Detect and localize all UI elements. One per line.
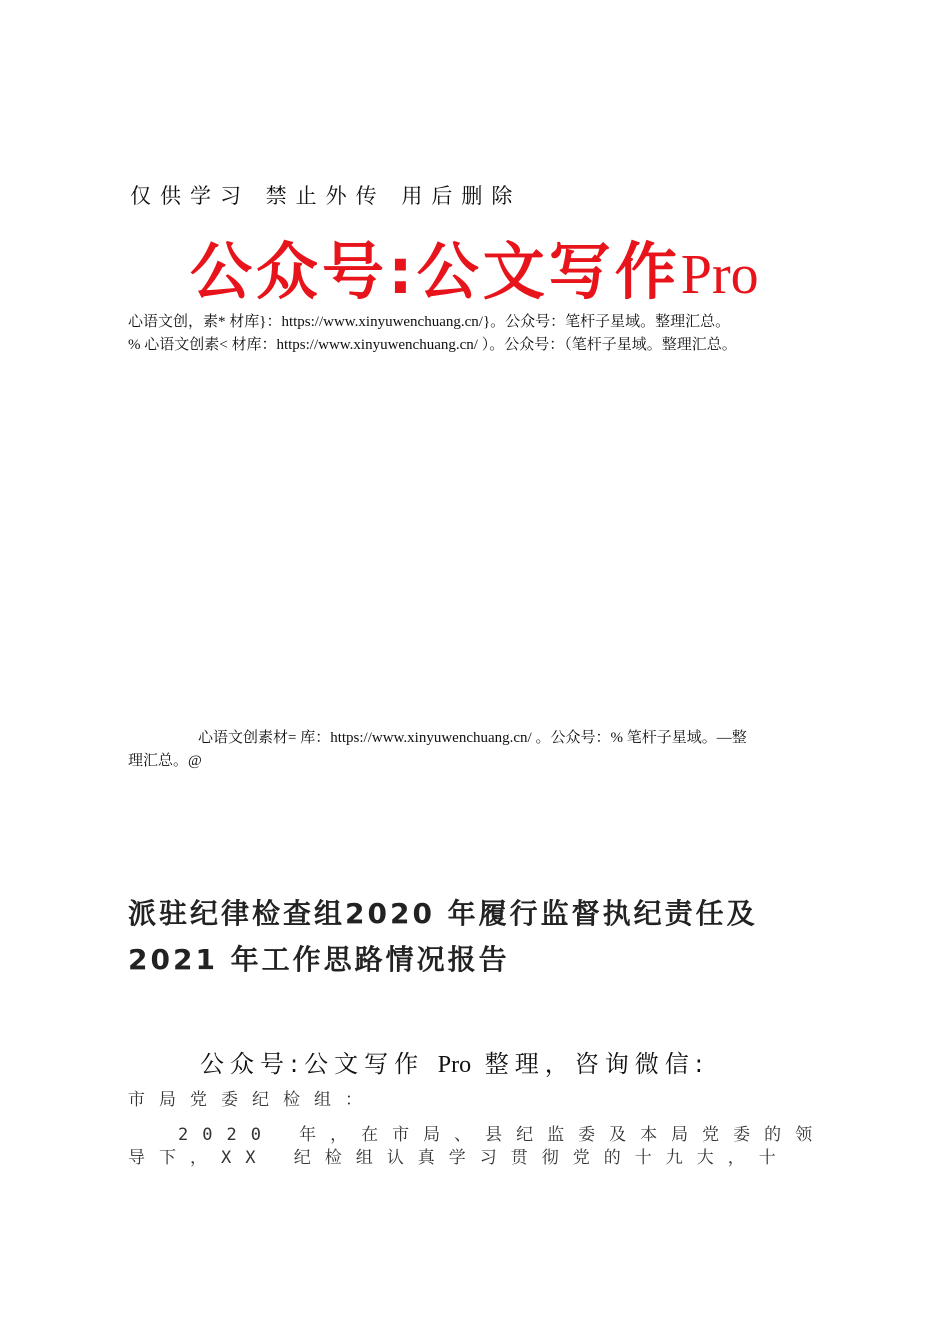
subtitle-main: 公众号:公文写作 — [200, 1050, 425, 1078]
subtitle-rest: 整理，咨询微信: — [484, 1050, 709, 1078]
brand-suffix: Pro — [680, 244, 759, 306]
watermark-line-3: 心语文创素材= 库：https://www.xinyuwenchuang.cn/ 。公众号：% 笔杆子星域。—整 — [198, 730, 747, 746]
document-title-line-1: 派驻纪律检查组2020 年履行监督执纪责任及 — [128, 897, 758, 930]
usage-notice: 仅供学习 禁止外传 用后删除 — [130, 184, 522, 208]
paragraph-line-2: 导下，XX 纪检组认真学习贯彻党的十九大，十 — [128, 1148, 790, 1168]
brand-main: 公众号:公文写作 — [190, 235, 681, 308]
watermark-line-4: 理汇总。@ — [128, 753, 202, 769]
paragraph-line-1: 2020 年，在市局、县纪监委及本局党委的领 — [178, 1125, 827, 1145]
subtitle — [200, 1044, 709, 1079]
watermark-line-2: % 心语文创素< 材库：https://www.xinyuwenchuang.cn/ ）。公众号：（笔杆子星域。整理汇总。 — [128, 337, 737, 353]
watermark-line-1: 心语文创，素* 材库}：https://www.xinyuwenchuang.cn/}。公众号：笔杆子星域。整理汇总。 — [128, 314, 731, 330]
brand-banner — [190, 222, 759, 311]
addressee: 市局党委纪检组： — [128, 1090, 376, 1110]
subtitle-pro: Pro — [437, 1052, 472, 1078]
document-title-line-2: 2021 年工作思路情况报告 — [128, 943, 510, 976]
